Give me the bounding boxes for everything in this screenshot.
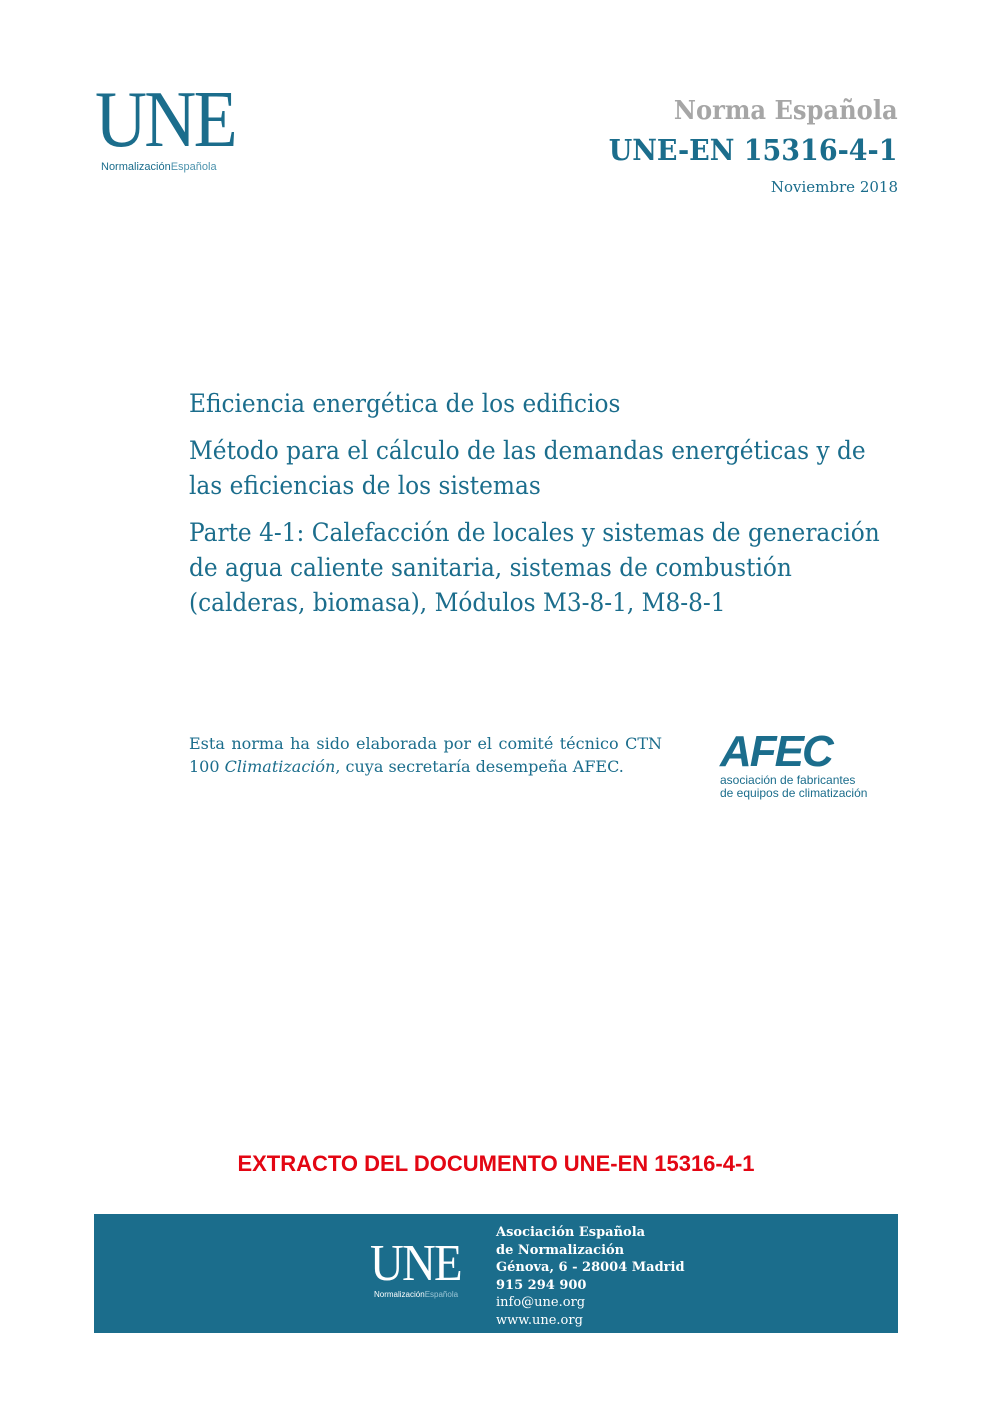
footer-address bbox=[496, 1224, 685, 1329]
afec-logo bbox=[720, 727, 880, 800]
afec-logo-sub-1: asociación de fabricantes bbox=[720, 773, 856, 787]
document-title bbox=[189, 386, 909, 632]
footer-web[interactable]: www.une.org bbox=[496, 1312, 583, 1328]
committee-prefix: Esta norma ha sido elaborada por el comité técnico CTN 100 bbox=[189, 734, 662, 776]
publication-date: Noviembre 2018 bbox=[770, 178, 898, 196]
une-logo: UNE bbox=[95, 76, 235, 164]
committee-suffix: , cuya secretaría desempeña AFEC. bbox=[335, 757, 624, 776]
title-line-2: Método para el cálculo de las demandas energéticas y de las eficiencias de los sistemas bbox=[189, 436, 866, 500]
norma-label: Norma Española bbox=[674, 96, 898, 126]
logo-tag-espanola: Española bbox=[170, 161, 217, 173]
footer-tag-normalizacion: Normalización bbox=[374, 1290, 425, 1299]
committee-name: Climatización bbox=[224, 757, 336, 776]
une-logo-tagline bbox=[101, 161, 217, 173]
afec-logo-sub-2: de equipos de climatización bbox=[720, 786, 868, 800]
footer-phone: 915 294 900 bbox=[496, 1277, 587, 1293]
footer-org-line-1: Asociación Española bbox=[496, 1225, 646, 1240]
footer-email[interactable]: info@une.org bbox=[496, 1295, 586, 1310]
committee-statement bbox=[189, 732, 662, 778]
footer-logo-tagline bbox=[374, 1290, 458, 1299]
footer-org-line-2: de Normalización bbox=[496, 1242, 625, 1258]
standard-code: UNE-EN 15316-4-1 bbox=[609, 133, 898, 167]
footer-une-logo: UNE bbox=[370, 1235, 461, 1292]
afec-logo-word: AFEC bbox=[720, 727, 832, 776]
footer-street: Génova, 6 - 28004 Madrid bbox=[496, 1260, 685, 1275]
title-line-1: Eficiencia energética de los edificios bbox=[189, 389, 621, 418]
title-line-3: Parte 4-1: Calefacción de locales y sistemas de generación de agua caliente sanitaria, sistemas de combustión (calderas, biomasa), Módulos M3-8-1, M8-8-1 bbox=[189, 518, 880, 617]
footer-tag-espanola: Española bbox=[424, 1290, 459, 1299]
logo-tag-normalizacion: Normalización bbox=[101, 161, 171, 173]
extract-notice: EXTRACTO DEL DOCUMENTO UNE-EN 15316-4-1 bbox=[237, 1151, 755, 1176]
footer-band bbox=[94, 1214, 898, 1333]
